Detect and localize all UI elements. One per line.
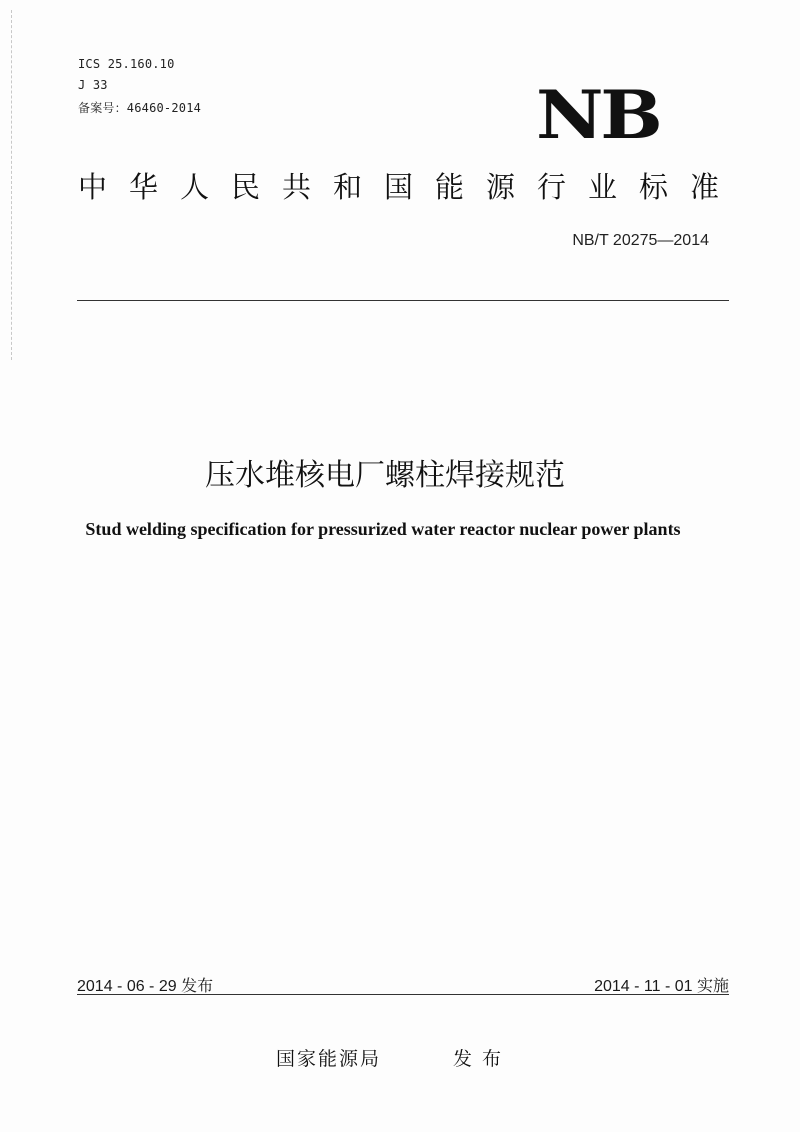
publish-label: 发布 bbox=[453, 1048, 512, 1070]
industry-title-char: 准 bbox=[690, 170, 720, 204]
industry-title-char: 共 bbox=[282, 170, 312, 204]
industry-title-char: 行 bbox=[537, 170, 567, 204]
document-title-chinese: 压水堆核电厂螺柱焊接规范 bbox=[205, 458, 565, 493]
industry-title-char: 业 bbox=[588, 170, 618, 204]
scan-edge-mark bbox=[11, 10, 12, 360]
top-divider bbox=[77, 300, 729, 301]
industry-title-char: 民 bbox=[231, 170, 261, 204]
issue-date: 2014 - 06 - 29 发布 bbox=[77, 978, 214, 995]
standard-number: NB/T 20275—2014 bbox=[572, 232, 709, 249]
industry-title-char: 和 bbox=[333, 170, 363, 204]
publisher-name: 国家能源局 bbox=[276, 1048, 382, 1070]
industry-title-char: 能 bbox=[435, 170, 465, 204]
nb-logo: NB bbox=[536, 76, 660, 154]
ics-code: ICS 25.160.10 bbox=[78, 57, 175, 71]
implementation-date: 2014 - 11 - 01 实施 bbox=[594, 978, 729, 995]
record-number: 备案号：46460-2014 bbox=[78, 101, 202, 115]
bottom-divider bbox=[77, 994, 729, 995]
industry-title-char: 标 bbox=[639, 170, 669, 204]
industry-title-char: 国 bbox=[384, 170, 414, 204]
industry-title-char: 中 bbox=[78, 170, 108, 204]
industry-title-char: 华 bbox=[129, 170, 159, 204]
classification-code: J 33 bbox=[78, 78, 108, 92]
document-title-english: Stud welding specification for pressurized water reactor nuclear power plants bbox=[85, 519, 681, 539]
industry-title-char: 源 bbox=[486, 170, 516, 204]
industry-title-char: 人 bbox=[180, 170, 210, 204]
